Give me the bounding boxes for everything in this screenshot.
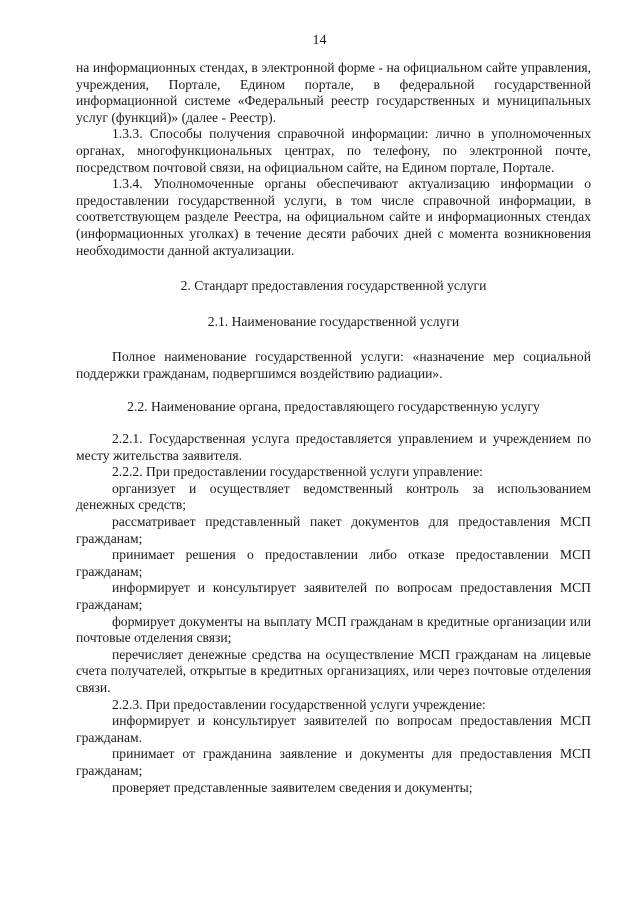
paragraph-2-2-3: 2.2.3. При предоставлении государственной услуги учреждение: — [112, 696, 486, 712]
list-item-2-2-3-accept: принимает от гражданина заявление и документы для предоставления МСП гражданам; — [76, 746, 591, 778]
paragraph-1-3-3: 1.3.3. Способы получения справочной информации: лично в уполномоченных органах, многофункциональных центрах, по телефону, по электронной почте, посредством почтовой связи, на официальном сайте, на Едином портале, Портале. — [76, 126, 591, 175]
section-heading-2: 2. Стандарт предоставления государственной услуги — [180, 278, 487, 294]
paragraph-1-3-2-continuation: на информационных стендах, в электронной форме - на официальном сайте управления, учреждения, Портале, Едином портале, в федеральной государственной информационной системе «Федеральный реестр государственных и муниципальных услуг (функций)» (далее - Реестр). — [76, 60, 591, 125]
page-number: 14 — [312, 33, 327, 48]
list-item-2-2-2-transfer: перечисляет денежные средства на осуществление МСП гражданам на лицевые счета получателей, открытые в кредитных организациях, или через почтовые отделения связи. — [76, 646, 591, 695]
list-item-2-2-3-verify: проверяет представленные заявителем сведения и документы; — [112, 779, 473, 795]
list-item-2-2-3-inform: информирует и консультирует заявителей по вопросам предоставления МСП гражданам. — [76, 713, 591, 745]
list-item-2-2-2-decision: принимает решения о предоставлении либо отказе предоставлении МСП гражданам; — [76, 547, 591, 579]
subsection-heading-2-2: 2.2. Наименование органа, предоставляющего государственную услугу — [127, 398, 540, 414]
paragraph-2-2-2: 2.2.2. При предоставлении государственной услуги управление: — [112, 464, 483, 480]
list-item-2-2-2-payment-docs: формирует документы на выплату МСП гражданам в кредитные организации или почтовые отделения связи; — [76, 613, 591, 646]
list-item-2-2-2-inform: информирует и консультирует заявителей по вопросам предоставления МСП гражданам; — [76, 580, 591, 613]
subsection-heading-2-1: 2.1. Наименование государственной услуги — [207, 313, 460, 329]
paragraph-2-1-service-name: Полное наименование государственной услуги: «назначение мер социальной поддержки гражданам, подвергшимся воздействию радиации». — [76, 349, 591, 381]
list-item-2-2-2-review: рассматривает представленный пакет документов для предоставления МСП гражданам; — [76, 514, 591, 546]
paragraph-2-2-1: 2.2.1. Государственная услуга предоставляется управлением и учреждением по месту жительства заявителя. — [76, 431, 591, 463]
list-item-2-2-2-control: организует и осуществляет ведомственный контроль за использованием денежных средств; — [76, 480, 591, 513]
paragraph-1-3-4: 1.3.4. Уполномоченные органы обеспечивают актуализацию информации о предоставлении государственной услуги, в том числе справочной информации, в соответствующем разделе Реестра, на официальном сайте и информационных стендах (информационных уголках) в течение десяти рабочих дней с момента возникновения необходимости данной актуализации. — [76, 176, 591, 258]
document-body — [76, 60, 591, 796]
